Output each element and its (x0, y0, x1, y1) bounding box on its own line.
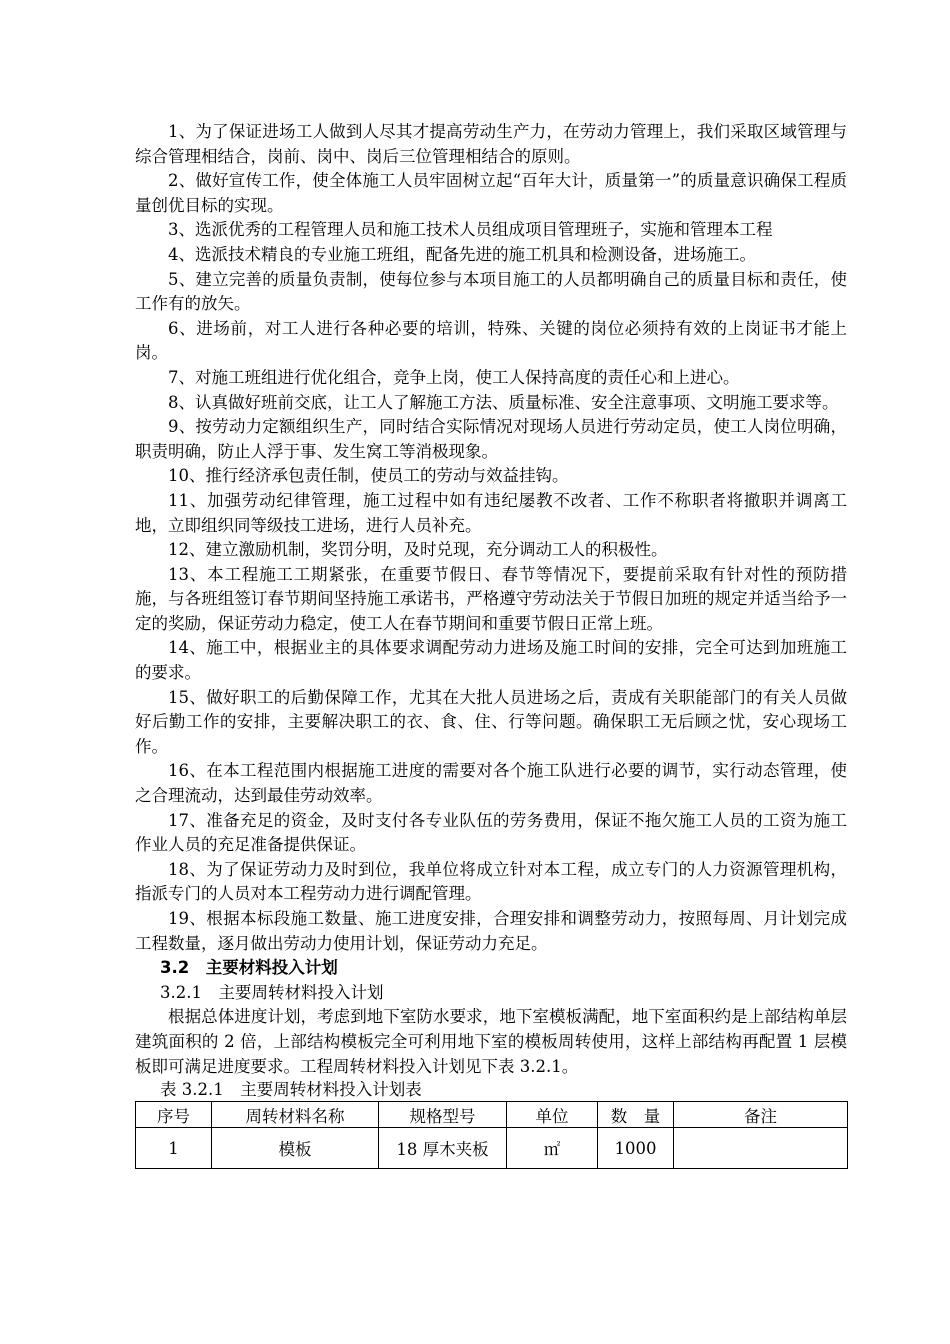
body-paragraph: 7、对施工班组进行优化组合，竞争上岗，使工人保持高度的责任心和上进心。 (168, 367, 740, 387)
body-paragraph: 10、推行经济承包责任制，使员工的劳动与效益挂钩。 (168, 466, 569, 486)
body-paragraph: 15、做好职工的后勤保障工作，尤其在大批人员进场之后，责成有关职能部门的有关人员做好后勤工作的安排，主要解决职工的衣、食、住、行等问题。确保职工无后顾之忧，安心现场工作。 (135, 687, 847, 756)
cell-index: 1 (136, 1128, 212, 1169)
body-paragraph: 19、根据本标段施工数量、施工进度安排，合理安排和调整劳动力，按照每周、月计划完成工程数量，逐月做出劳动力使用计划，保证劳动力充足。 (135, 909, 847, 953)
body-paragraph: 17、准备充足的资金，及时支付各专业队伍的劳务费用，保证不拖欠施工人员的工资为施工作业人员的充足准备提供保证。 (135, 810, 847, 855)
body-paragraph: 5、建立完善的质量负责制，使每位参与本项目施工的人员都明确自己的质量目标和责任，使工作有的放矢。 (135, 269, 847, 314)
body-paragraph: 2、做好宣传工作，使全体施工人员牢固树立起“百年大计，质量第一”的质量意识确保工程质量创优目标的实现。 (135, 171, 847, 215)
body-paragraph: 9、按劳动力定额组织生产，同时结合实际情况对现场人员进行劳动定员，使工人岗位明确，职责明确，防止人浮于事、发生窝工等消极现象。 (135, 417, 847, 461)
body-paragraph: 1、为了保证进场工人做到人尽其才提高劳动生产力，在劳动力管理上，我们采取区域管理与综合管理相结合，岗前、岗中、岗后三位管理相结合的原则。 (135, 122, 847, 166)
body-paragraph: 14、施工中，根据业主的具体要求调配劳动力进场及施工时间的安排，完全可达到加班施工的要求。 (135, 638, 847, 683)
table-caption: 表 3.2.1 主要周转材料投入计划表 (160, 1080, 422, 1100)
table-row (136, 1128, 848, 1169)
document-body (135, 120, 847, 1169)
header-cell-quantity: 数 量 (598, 1102, 674, 1128)
body-paragraph: 13、本工程施工工期紧张，在重要节假日、春节等情况下，要提前采取有针对性的预防措施，与各班组签订春节期间坚持施工承诺书，严格遵守劳动法关于节假日加班的规定并适当给予一定的奖励，保证劳动力稳定，使工人在春节期间和重要节假日正常上班。 (135, 564, 847, 633)
body-paragraph: 4、选派技术精良的专业施工班组，配备先进的施工机具和检测设备，进场施工。 (168, 244, 756, 264)
cell-material-name: 模板 (212, 1128, 379, 1169)
subsection-heading: 3.2.1 主要周转材料投入计划 (160, 982, 384, 1002)
section-heading: 3.2 主要材料投入计划 (160, 958, 338, 978)
header-cell-unit: 单位 (507, 1102, 598, 1128)
cell-remarks (674, 1128, 848, 1169)
body-paragraph: 8、认真做好班前交底，让工人了解施工方法、质量标准、安全注意事项、文明施工要求等。 (168, 392, 839, 412)
table-header-row (136, 1102, 848, 1128)
paragraph-list (135, 120, 847, 956)
body-paragraph: 12、建立激励机制，奖罚分明，及时兑现，充分调动工人的积极性。 (168, 540, 668, 560)
section-paragraph: 根据总体进度计划，考虑到地下室防水要求，地下室模板满配，地下室面积约是上部结构单层建筑面积的 2 倍，上部结构模板完全可利用地下室的模板周转使用，这样上部结构再配置 1 层模板即可满足进度要求。工程周转材料投入计划见下表 3.2.1。 (135, 1007, 847, 1076)
header-cell-material-name: 周转材料名称 (212, 1102, 379, 1128)
cell-spec: 18 厚木夹板 (379, 1128, 507, 1169)
body-paragraph: 11、加强劳动纪律管理，施工过程中如有违纪屡教不改者、工作不称职者将撤职并调离工地，立即组织同等级技工进场，进行人员补充。 (135, 490, 847, 535)
materials-table (135, 1101, 848, 1169)
cell-unit: ㎡ (507, 1128, 598, 1169)
header-cell-spec: 规格型号 (379, 1102, 507, 1128)
body-paragraph: 3、选派优秀的工程管理人员和施工技术人员组成项目管理班子，实施和管理本工程 (168, 220, 773, 240)
header-cell-remarks: 备注 (674, 1102, 848, 1128)
cell-quantity: 1000 (598, 1128, 674, 1169)
body-paragraph: 6、进场前，对工人进行各种必要的培训，特殊、关键的岗位必须持有效的上岗证书才能上岗。 (135, 318, 847, 363)
body-paragraph: 18、为了保证劳动力及时到位，我单位将成立针对本工程，成立专门的人力资源管理机构，指派专门的人员对本工程劳动力进行调配管理。 (135, 859, 847, 904)
body-paragraph: 16、在本工程范围内根据施工进度的需要对各个施工队进行必要的调节，实行动态管理，使之合理流动，达到最佳劳动效率。 (135, 761, 847, 806)
header-cell-index: 序号 (136, 1102, 212, 1128)
